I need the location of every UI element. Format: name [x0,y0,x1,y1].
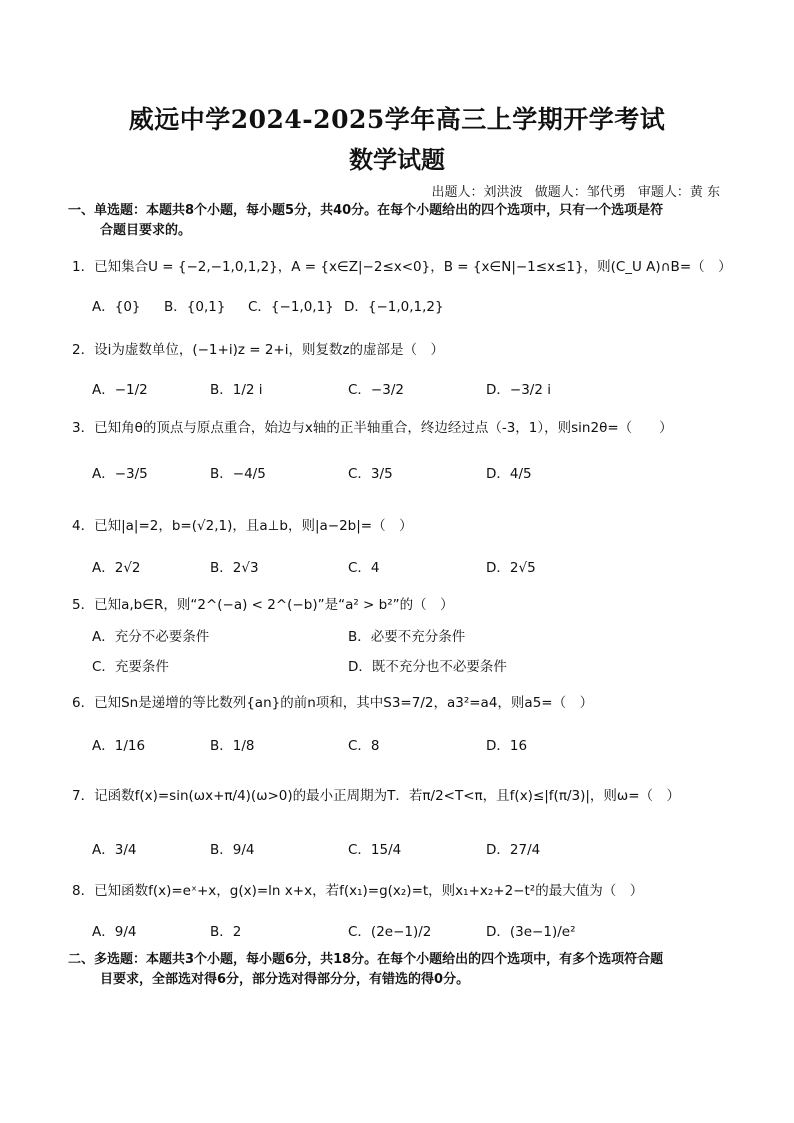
option-d[interactable]: D．{−1,0,1,2} [344,299,444,315]
option-d[interactable]: D．2√5 [486,560,536,576]
option-d[interactable]: D．4/5 [486,466,532,482]
option-c[interactable]: C．充要条件 [92,659,169,675]
option-c[interactable]: C．(2e−1)/2 [348,924,432,940]
option-d[interactable]: D．(3e−1)/e² [486,924,576,940]
option-c[interactable]: C．4 [348,560,380,576]
option-a[interactable]: A．−3/5 [92,466,148,482]
author: 出题人：刘洪波 [431,185,523,200]
question-3-stem: 3．已知角θ的顶点与原点重合，始边与x轴的正半轴重合，终边经过点（-3，1），则sin2θ=（ ） [72,420,673,436]
option-a[interactable]: A．{0} [92,299,141,315]
option-d[interactable]: D．27/4 [486,842,541,858]
option-a[interactable]: A．1/16 [92,738,146,754]
question-5-stem: 5．已知a,b∈R，则“2^(−a) < 2^(−b)”是“a² > b²”的（ ） [72,597,454,613]
exam-title: 威远中学2024-2025学年高三上学期开学考试 [128,105,666,134]
author-line [424,181,720,200]
option-c[interactable]: C．3/5 [348,466,393,482]
option-c[interactable]: C．−3/2 [348,382,404,398]
option-a[interactable]: A．2√2 [92,560,141,576]
option-c[interactable]: C．8 [348,738,380,754]
reviewer: 审题人：黄 东 [637,185,720,200]
section-single-choice-header: 一、单选题：本题共8个小题，每小题5分，共40分。在每个小题给出的四个选项中，只有一个选项是符 合题目要求的。 [68,203,664,238]
solver: 做题人：邹代勇 [534,185,626,200]
option-b[interactable]: B．9/4 [210,842,255,858]
option-c[interactable]: C．{−1,0,1} [248,299,334,315]
question-7-stem: 7．记函数f(x)=sin(ωx+π/4)(ω>0)的最小正周期为T．若π/2<T<π，且f(x)≤|f(π/3)|，则ω=（ ） [72,788,681,804]
question-1-stem: 1．已知集合U = {−2,−1,0,1,2}，A = {x∈Z|−2≤x<0}，B = {x∈N|−1≤x≤1}，则(C_U A)∩B=（ ） [72,259,732,275]
option-a[interactable]: A．9/4 [92,924,137,940]
option-b[interactable]: B．{0,1} [164,299,226,315]
question-6-stem: 6．已知Sn是递增的等比数列{an}的前n项和，其中S3=7/2，a3²=a4，则a5=（ ） [72,695,594,711]
option-b[interactable]: B．必要不充分条件 [348,629,466,645]
option-b[interactable]: B．2√3 [210,560,259,576]
question-4-stem: 4．已知|a|=2，b=(√2,1)，且a⊥b，则|a−2b|=（ ） [72,518,413,534]
option-d[interactable]: D．−3/2 i [486,382,551,398]
option-b[interactable]: B．2 [210,924,242,940]
question-8-stem: 8．已知函数f(x)=eˣ+x，g(x)=ln x+x，若f(x₁)=g(x₂)=t，则x₁+x₂+2−t²的最大值为（ ） [72,883,644,899]
option-d[interactable]: D．既不充分也不必要条件 [348,659,507,675]
option-a[interactable]: A．3/4 [92,842,137,858]
section-multi-choice-header: 二、多选题：本题共3个小题，每小题6分，共18分。在每个小题给出的四个选项中，有多个选项符合题 目要求，全部选对得6分，部分选对得部分分，有错选的得0分。 [68,952,664,987]
option-a[interactable]: A．−1/2 [92,382,148,398]
option-a[interactable]: A．充分不必要条件 [92,629,210,645]
question-2-stem: 2．设i为虚数单位，(−1+i)z = 2+i，则复数z的虚部是（ ） [72,342,445,358]
option-b[interactable]: B．1/8 [210,738,255,754]
option-b[interactable]: B．1/2 i [210,382,263,398]
option-d[interactable]: D．16 [486,738,528,754]
exam-subtitle: 数学试题 [349,145,445,174]
option-c[interactable]: C．15/4 [348,842,402,858]
option-b[interactable]: B．−4/5 [210,466,266,482]
